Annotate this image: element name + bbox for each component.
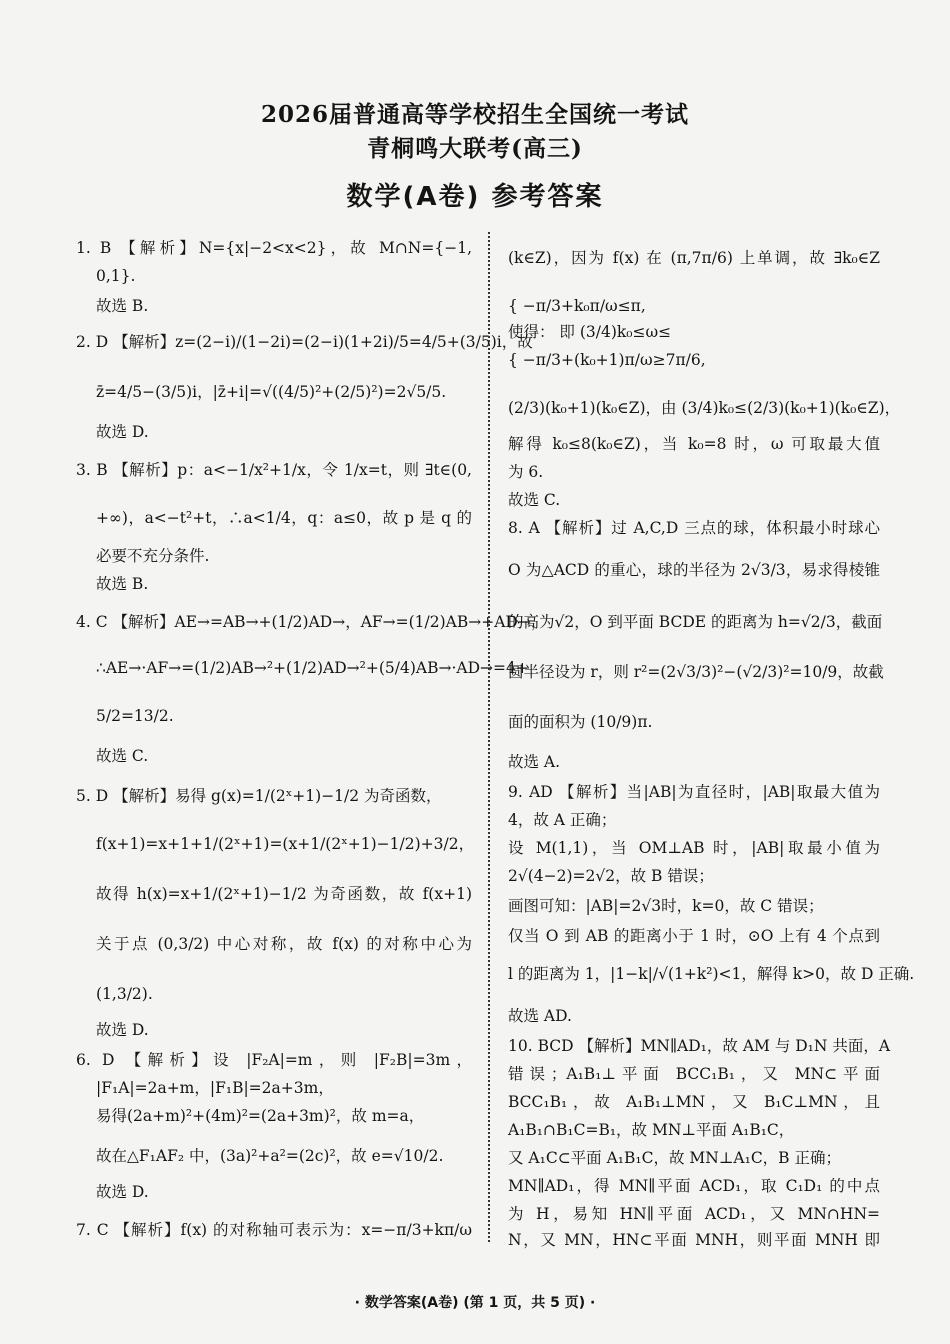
- answer-line: 解得 k₀≤8(k₀∈Z)，当 k₀=8 时，ω 可取最大值: [508, 435, 880, 453]
- answer-line: 故得 h(x)=x+1/(2ˣ+1)−1/2 为奇函数，故 f(x+1): [96, 885, 472, 903]
- answer-line: 为 H，易知 HN∥平面 ACD₁，又 MN∩HN=: [508, 1205, 880, 1223]
- answer-line: 故选 D.: [96, 423, 149, 441]
- answer-line: A₁B₁∩B₁C=B₁，故 MN⊥平面 A₁B₁C，: [508, 1121, 795, 1139]
- exam-title: 2026届普通高等学校招生全国统一考试: [260, 101, 689, 128]
- answer-line: 为 6.: [508, 463, 544, 481]
- answer-line: 使得： 即 (3/4)k₀≤ω≤: [508, 323, 672, 341]
- answer-line: 故在△F₁AF₂ 中，(3a)²+a²=(2c)²，故 e=√10/2.: [96, 1147, 444, 1165]
- answer-line: O 为△ACD 的重心，球的半径为 2√3/3，易求得棱锥: [508, 561, 880, 579]
- answer-line: 画图可知：|AB|=2√3时，k=0，故 C 错误；: [508, 897, 824, 915]
- answer-line: 7. C 【解析】f(x) 的对称轴可表示为：x=−π/3+kπ/ω: [76, 1221, 472, 1239]
- answer-line: 故选 A.: [508, 753, 561, 771]
- answer-line: (1,3/2).: [96, 985, 153, 1003]
- page-title: 数学(A卷) 参考答案: [346, 182, 604, 212]
- answer-line: 的高为√2，O 到平面 BCDE 的距离为 h=√2/3，截面: [508, 613, 883, 631]
- answer-line: 故选 B.: [96, 297, 149, 315]
- column-divider: [488, 232, 490, 1242]
- answer-line: |F₁A|=2a+m，|F₁B|=2a+3m，: [96, 1079, 334, 1097]
- answer-line: 仅当 O 到 AB 的距离小于 1 时，⊙O 上有 4 个点到: [508, 927, 880, 945]
- answer-line: 4，故 A 正确；: [508, 811, 617, 829]
- answer-line: 设 M(1,1)，当 OM⊥AB 时，|AB|取最小值为: [508, 839, 880, 857]
- answer-line: 5. D 【解析】易得 g(x)=1/(2ˣ+1)−1/2 为奇函数，: [76, 787, 442, 805]
- answer-line: 9. AD 【解析】当|AB|为直径时，|AB|取最大值为: [508, 783, 880, 801]
- answer-line: 故选 D.: [96, 1021, 149, 1039]
- page-footer: · 数学答案(A卷) (第 1 页，共 5 页) ·: [354, 1295, 596, 1311]
- exam-subtitle: 青桐鸣大联考(高三): [367, 135, 583, 162]
- answer-line: 4. C 【解析】AE→=AB→+(1/2)AD→，AF→=(1/2)AB→+AD→，: [76, 613, 547, 631]
- answer-line: 易得(2a+m)²+(4m)²=(2a+3m)²，故 m=a，: [96, 1107, 425, 1125]
- answer-line: 圆半径设为 r，则 r²=(2√3/3)²−(√2/3)²=10/9，故截: [508, 663, 884, 681]
- answer-line: 故选 C.: [96, 747, 149, 765]
- answer-line: 5/2=13/2.: [96, 707, 174, 725]
- answer-line: 故选 C.: [508, 491, 561, 509]
- answer-line: +∞)，a<−t²+t，∴a<1/4，q：a≤0，故 p 是 q 的: [96, 509, 472, 527]
- answer-line: f(x+1)=x+1+1/(2ˣ+1)=(x+1/(2ˣ+1)−1/2)+3/2，: [96, 835, 475, 853]
- answer-line: 10. BCD 【解析】MN∥AD₁，故 AM 与 D₁N 共面，A: [508, 1037, 891, 1055]
- answer-line: 又 A₁C⊂平面 A₁B₁C，故 MN⊥A₁C，B 正确；: [508, 1149, 842, 1167]
- answer-line: 3. B 【解析】p：a<−1/x²+1/x，令 1/x=t，则 ∃t∈(0,: [76, 461, 472, 479]
- answer-line: ∴AE→·AF→=(1/2)AB→²+(1/2)AD→²+(5/4)AB→·AD→=4+: [96, 659, 529, 677]
- answer-line: 面的面积为 (10/9)π.: [508, 713, 653, 731]
- answer-line: 8. A 【解析】过 A,C,D 三点的球，体积最小时球心: [508, 519, 880, 537]
- answer-line: 错误；A₁B₁⊥平面 BCC₁B₁，又 MN⊂平面: [508, 1065, 880, 1083]
- answer-line: 6. D 【解析】设 |F₂A|=m，则 |F₂B|=3m，: [76, 1051, 472, 1069]
- answer-line: 故选 D.: [96, 1183, 149, 1201]
- answer-line: 2. D 【解析】z=(2−i)/(1−2i)=(2−i)(1+2i)/5=4/5+(3/5)i，故: [76, 333, 533, 351]
- answer-line: 1. B 【解析】N={x|−2<x<2}，故 M∩N={−1,: [76, 239, 472, 257]
- answer-line: l 的距离为 1，|1−k|/√(1+k²)<1，解得 k>0，故 D 正确.: [508, 965, 915, 983]
- answer-line: (2/3)(k₀+1)(k₀∈Z)，由 (3/4)k₀≤(2/3)(k₀+1)(k₀∈Z)，: [508, 399, 901, 417]
- answer-line: (k∈Z)，因为 f(x) 在 (π,7π/6) 上单调，故 ∃k₀∈Z: [508, 249, 880, 267]
- answer-line: BCC₁B₁，故 A₁B₁⊥MN，又 B₁C⊥MN，且: [508, 1093, 880, 1111]
- answer-line: MN∥AD₁，得 MN∥平面 ACD₁，取 C₁D₁ 的中点: [508, 1177, 880, 1195]
- answer-line: 2√(4−2)=2√2，故 B 错误；: [508, 867, 714, 885]
- answer-line: z̄=4/5−(3/5)i，|z̄+i|=√((4/5)²+(2/5)²)=2√5/5.: [96, 383, 447, 401]
- answer-line: { −π/3+k₀π/ω≤π,: [508, 297, 646, 315]
- answer-line: 故选 AD.: [508, 1007, 572, 1025]
- answer-line: 关于点 (0,3/2) 中心对称，故 f(x) 的对称中心为: [96, 935, 472, 953]
- answer-line: 必要不充分条件.: [96, 547, 210, 565]
- answer-line: N，又 MN，HN⊂平面 MNH，则平面 MNH 即: [508, 1231, 880, 1249]
- answer-line: { −π/3+(k₀+1)π/ω≥7π/6,: [508, 351, 706, 369]
- answer-line: 故选 B.: [96, 575, 149, 593]
- answer-line: 0,1}.: [96, 267, 136, 285]
